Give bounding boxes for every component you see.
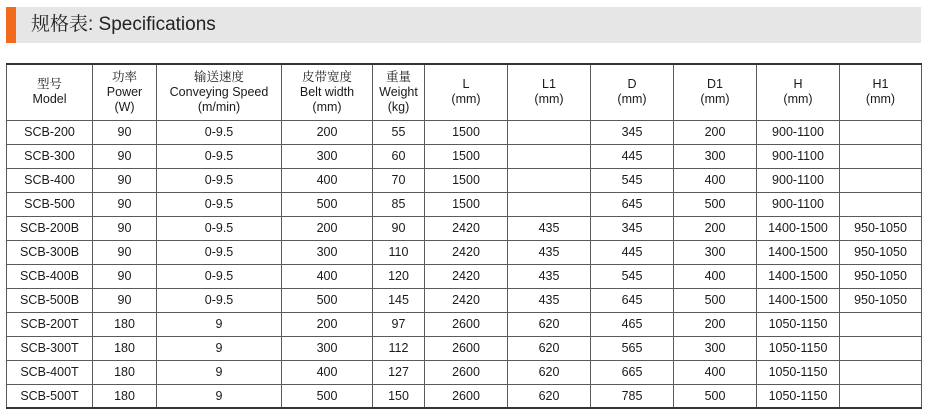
table-cell: 90 <box>93 144 157 168</box>
table-cell <box>840 144 922 168</box>
table-cell: 90 <box>93 120 157 144</box>
column-header-cn: 重量 <box>385 69 411 84</box>
model-cell: SCB-500 <box>7 192 93 216</box>
column-header-unit: (m/min) <box>197 99 241 114</box>
table-cell: 85 <box>373 192 425 216</box>
table-cell: 400 <box>282 168 373 192</box>
column-header-en: D <box>627 77 637 92</box>
table-cell: 435 <box>508 240 591 264</box>
table-cell: 2600 <box>425 312 508 336</box>
table-cell: 90 <box>93 264 157 288</box>
column-header <box>591 64 674 120</box>
column-header <box>674 64 757 120</box>
table-cell: 145 <box>373 288 425 312</box>
table-row <box>7 120 922 144</box>
table-cell: 950-1050 <box>840 264 922 288</box>
table-cell: 0-9.5 <box>157 264 282 288</box>
column-header <box>757 64 840 120</box>
column-header <box>93 64 157 120</box>
model-cell: SCB-400B <box>7 264 93 288</box>
table-cell: 0-9.5 <box>157 240 282 264</box>
table-cell: 1500 <box>425 168 508 192</box>
table-cell: 545 <box>591 264 674 288</box>
table-cell: 9 <box>157 384 282 408</box>
column-header <box>840 64 922 120</box>
column-header-en: Model <box>32 92 67 107</box>
table-cell: 400 <box>674 264 757 288</box>
table-cell: 300 <box>674 144 757 168</box>
table-cell: 110 <box>373 240 425 264</box>
accent-stripe <box>6 7 16 43</box>
model-cell: SCB-500T <box>7 384 93 408</box>
table-cell: 400 <box>282 264 373 288</box>
table-cell: 435 <box>508 288 591 312</box>
table-header-row <box>7 64 922 120</box>
column-header-cn: 功率 <box>111 69 137 84</box>
table-cell: 400 <box>674 168 757 192</box>
table-cell: 900-1100 <box>757 120 840 144</box>
table-cell <box>840 360 922 384</box>
table-cell: 9 <box>157 312 282 336</box>
table-row <box>7 360 922 384</box>
table-cell: 180 <box>93 384 157 408</box>
column-header-en: H <box>793 77 803 92</box>
column-header-unit: (mm) <box>451 92 481 107</box>
table-cell: 345 <box>591 120 674 144</box>
table-row <box>7 168 922 192</box>
model-cell: SCB-300T <box>7 336 93 360</box>
table-row <box>7 336 922 360</box>
table-cell: 500 <box>674 192 757 216</box>
table-cell: 90 <box>93 168 157 192</box>
table-cell: 1400-1500 <box>757 240 840 264</box>
table-cell: 1500 <box>425 120 508 144</box>
table-cell: 400 <box>282 360 373 384</box>
table-cell: 500 <box>282 192 373 216</box>
table-cell: 180 <box>93 336 157 360</box>
table-cell: 1050-1150 <box>757 384 840 408</box>
table-cell: 950-1050 <box>840 216 922 240</box>
table-cell: 90 <box>93 288 157 312</box>
column-header-en: L <box>462 77 470 92</box>
table-row <box>7 312 922 336</box>
table-cell: 300 <box>282 144 373 168</box>
column-header-unit: (mm) <box>783 92 813 107</box>
table-cell: 180 <box>93 312 157 336</box>
column-header-cn: 输送速度 <box>193 69 244 84</box>
table-cell: 2420 <box>425 240 508 264</box>
column-header-unit: (mm) <box>312 99 342 114</box>
column-header-unit: (mm) <box>865 92 896 107</box>
model-cell: SCB-200B <box>7 216 93 240</box>
table-cell: 0-9.5 <box>157 144 282 168</box>
column-header-unit: (mm) <box>700 92 730 107</box>
column-header-unit: (mm) <box>617 92 647 107</box>
table-cell <box>508 192 591 216</box>
table-cell: 120 <box>373 264 425 288</box>
table-cell: 1050-1150 <box>757 336 840 360</box>
table-cell: 900-1100 <box>757 168 840 192</box>
table-cell: 645 <box>591 192 674 216</box>
table-cell: 1500 <box>425 144 508 168</box>
table-cell: 500 <box>674 288 757 312</box>
column-header-unit: (mm) <box>534 92 564 107</box>
table-cell <box>508 144 591 168</box>
table-cell: 60 <box>373 144 425 168</box>
table-cell: 90 <box>93 192 157 216</box>
table-cell: 2600 <box>425 360 508 384</box>
table-cell: 665 <box>591 360 674 384</box>
table-cell: 200 <box>282 312 373 336</box>
table-row <box>7 192 922 216</box>
table-cell: 200 <box>674 216 757 240</box>
table-body <box>7 120 922 408</box>
table-row <box>7 144 922 168</box>
table-cell: 465 <box>591 312 674 336</box>
model-cell: SCB-300 <box>7 144 93 168</box>
model-cell: SCB-200 <box>7 120 93 144</box>
table-cell: 90 <box>93 216 157 240</box>
table-cell: 90 <box>93 240 157 264</box>
table-cell: 0-9.5 <box>157 192 282 216</box>
column-header-en: D1 <box>707 77 723 92</box>
table-cell: 1050-1150 <box>757 312 840 336</box>
table-cell <box>840 192 922 216</box>
table-cell: 300 <box>674 240 757 264</box>
column-header <box>7 64 93 120</box>
table-cell: 0-9.5 <box>157 288 282 312</box>
column-header <box>157 64 282 120</box>
table-cell: 1400-1500 <box>757 288 840 312</box>
table-cell: 345 <box>591 216 674 240</box>
table-cell: 1050-1150 <box>757 360 840 384</box>
table-cell <box>508 168 591 192</box>
table-cell: 90 <box>373 216 425 240</box>
table-cell: 55 <box>373 120 425 144</box>
table-cell: 97 <box>373 312 425 336</box>
model-cell: SCB-400 <box>7 168 93 192</box>
table-cell: 445 <box>591 240 674 264</box>
table-cell: 0-9.5 <box>157 168 282 192</box>
table-cell: 435 <box>508 216 591 240</box>
table-cell <box>840 336 922 360</box>
table-row <box>7 264 922 288</box>
table-cell: 900-1100 <box>757 144 840 168</box>
table-cell <box>840 384 922 408</box>
table-row <box>7 240 922 264</box>
table-cell: 500 <box>674 384 757 408</box>
table-cell <box>840 120 922 144</box>
column-header-cn: 皮带宽度 <box>301 69 352 84</box>
table-row <box>7 384 922 408</box>
table-row <box>7 216 922 240</box>
column-header <box>508 64 591 120</box>
table-cell: 200 <box>674 312 757 336</box>
table-cell <box>508 120 591 144</box>
table-cell: 2420 <box>425 288 508 312</box>
table-cell: 500 <box>282 384 373 408</box>
table-cell: 180 <box>93 360 157 384</box>
table-cell: 200 <box>282 216 373 240</box>
table-cell: 0-9.5 <box>157 216 282 240</box>
table-cell: 500 <box>282 288 373 312</box>
column-header-en: L1 <box>542 77 556 92</box>
table-cell: 9 <box>157 360 282 384</box>
table-cell: 2420 <box>425 264 508 288</box>
table-cell: 127 <box>373 360 425 384</box>
column-header-en: Power <box>106 84 143 99</box>
table-cell: 565 <box>591 336 674 360</box>
table-cell: 2420 <box>425 216 508 240</box>
column-header-cn: 型号 <box>36 77 62 92</box>
column-header <box>425 64 508 120</box>
column-header-en: H1 <box>872 77 889 92</box>
model-cell: SCB-500B <box>7 288 93 312</box>
table-cell: 950-1050 <box>840 288 922 312</box>
column-header <box>373 64 425 120</box>
table-cell: 150 <box>373 384 425 408</box>
table-cell: 545 <box>591 168 674 192</box>
table-cell: 950-1050 <box>840 240 922 264</box>
table-cell: 620 <box>508 384 591 408</box>
table-cell: 620 <box>508 360 591 384</box>
table-cell: 112 <box>373 336 425 360</box>
column-header-unit: (kg) <box>387 99 410 114</box>
column-header-en: Weight <box>379 84 418 99</box>
model-cell: SCB-400T <box>7 360 93 384</box>
table-cell: 70 <box>373 168 425 192</box>
table-cell: 400 <box>674 360 757 384</box>
table-cell: 785 <box>591 384 674 408</box>
column-header-en: Belt width <box>299 84 355 99</box>
column-header-en: Conveying Speed <box>169 84 269 99</box>
table-cell: 200 <box>674 120 757 144</box>
model-cell: SCB-300B <box>7 240 93 264</box>
table-cell: 1400-1500 <box>757 264 840 288</box>
table-cell: 1400-1500 <box>757 216 840 240</box>
table-cell: 1500 <box>425 192 508 216</box>
table-cell: 900-1100 <box>757 192 840 216</box>
table-cell <box>840 312 922 336</box>
table-row <box>7 288 922 312</box>
table-cell: 435 <box>508 264 591 288</box>
column-header <box>282 64 373 120</box>
specifications-table <box>6 63 922 409</box>
table-cell: 620 <box>508 312 591 336</box>
table-cell: 2600 <box>425 384 508 408</box>
table-cell: 300 <box>674 336 757 360</box>
column-header-unit: (W) <box>114 99 135 114</box>
table-cell <box>840 168 922 192</box>
model-cell: SCB-200T <box>7 312 93 336</box>
table-cell: 200 <box>282 120 373 144</box>
table-cell: 9 <box>157 336 282 360</box>
table-cell: 445 <box>591 144 674 168</box>
table-cell: 300 <box>282 336 373 360</box>
page-title: 规格表: Specifications <box>31 14 216 35</box>
table-cell: 645 <box>591 288 674 312</box>
table-cell: 620 <box>508 336 591 360</box>
table-cell: 0-9.5 <box>157 120 282 144</box>
table-cell: 2600 <box>425 336 508 360</box>
table-cell: 300 <box>282 240 373 264</box>
